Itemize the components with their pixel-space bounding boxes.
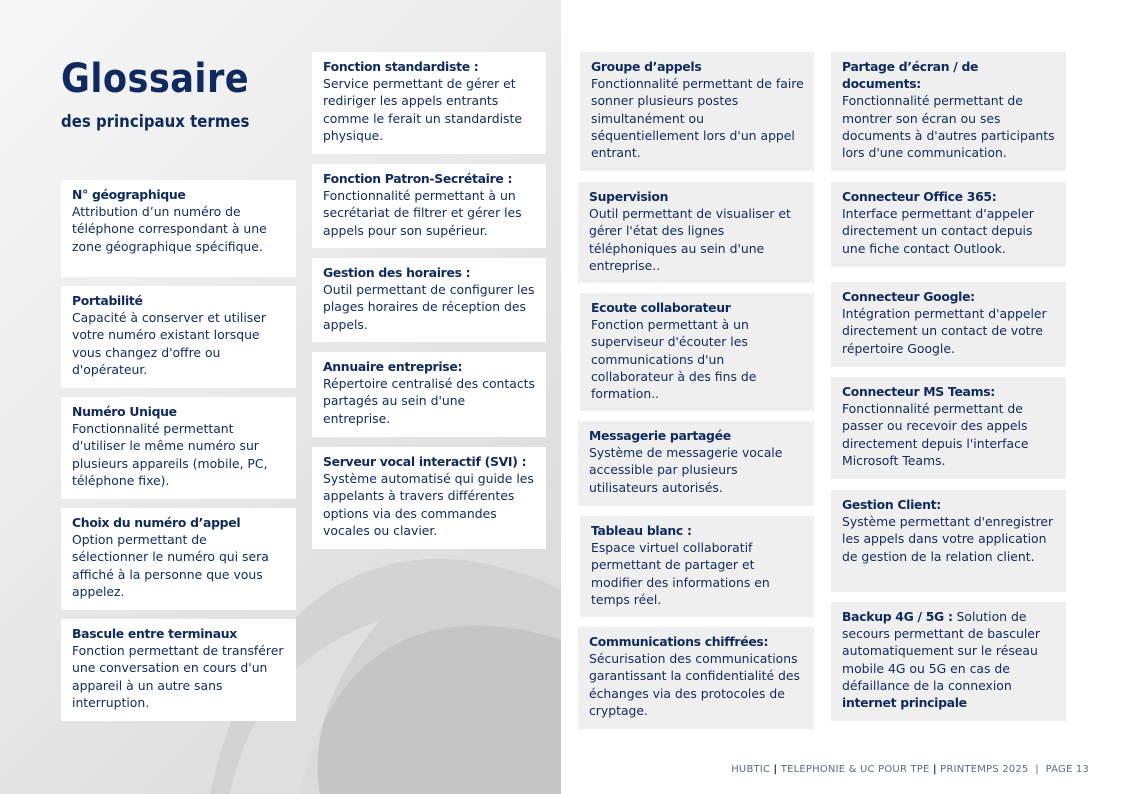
glossary-definition: Option permettant de sélectionner le numéro qui sera affiché à la personne que vous appelez.: [72, 532, 269, 599]
glossary-definition-emphasis: internet principale: [842, 695, 967, 711]
glossary-card: [831, 602, 1066, 721]
glossary-definition: Fonctionnalité permettant de passer ou recevoir des appels directement depuis l'interface Microsoft Teams.: [842, 401, 1029, 468]
glossary-term: Annuaire entreprise:: [323, 359, 463, 374]
glossary-term: Gestion des horaires :: [323, 265, 471, 280]
glossary-term: Connecteur Office 365:: [842, 189, 997, 204]
glossary-definition: Fonctionnalité permettant de faire sonner plusieurs postes simultanément ou séquentiellement lors d'un appel entrant.: [591, 76, 804, 161]
glossary-definition: Système automatisé qui guide les appelants à travers différentes options via des commandes vocales ou clavier.: [323, 471, 534, 538]
glossary-term: Choix du numéro d’appel: [72, 515, 241, 530]
glossary-definition: Système de messagerie vocale accessible par plusieurs utilisateurs autorisés.: [589, 445, 783, 495]
page-number: PAGE 13: [1045, 764, 1089, 775]
glossary-card: [831, 490, 1066, 592]
glossary-card: [831, 182, 1066, 267]
page-footer: [731, 764, 1089, 775]
glossary-card: [580, 293, 814, 411]
footer-brand: HUBTIC: [731, 764, 771, 775]
glossary-term: Messagerie partagée: [589, 428, 731, 443]
glossary-card: [580, 52, 814, 171]
glossary-card: [831, 377, 1066, 479]
glossary-term: Communications chiffrées:: [589, 634, 769, 649]
glossary-definition: Intégration permettant d'appeler directement un contact de votre répertoire Google.: [842, 306, 1047, 356]
glossary-definition: Service permettant de gérer et rediriger les appels entrants comme le ferait un standardiste physique.: [323, 76, 522, 143]
glossary-card: [61, 397, 296, 499]
glossary-definition: Sécurisation des communications garantissant la confidentialité des échanges via des protocoles de cryptage.: [589, 651, 800, 718]
page-title: Glossaire: [61, 56, 250, 102]
glossary-definition: Capacité à conserver et utiliser votre numéro existant lorsque vous changez d'offre ou d'opérateur.: [72, 310, 266, 377]
glossary-term: Partage d’écran / de documents:: [842, 59, 979, 92]
glossary-term: Tableau blanc :: [591, 523, 692, 538]
glossary-definition: Fonctionnalité permettant à un secrétariat de filtrer et gérer les appels pour son supérieur.: [323, 188, 522, 238]
glossary-card: [61, 286, 296, 388]
glossary-term: Supervision: [589, 189, 669, 204]
footer-separator: |: [773, 764, 778, 775]
glossary-card: [312, 164, 546, 248]
glossary-card: [580, 516, 814, 617]
glossary-card: [578, 182, 814, 283]
glossary-term: Portabilité: [72, 293, 143, 308]
glossary-term: Gestion Client:: [842, 497, 941, 512]
glossary-term: Connecteur MS Teams:: [842, 384, 995, 399]
glossary-definition: Système permettant d'enregistrer les appels dans votre application de gestion de la relation client.: [842, 514, 1054, 564]
glossary-definition: Espace virtuel collaboratif permettant de partager et modifier des informations en temps réel.: [591, 540, 770, 607]
glossary-card: [312, 258, 546, 342]
glossary-card: [312, 447, 546, 549]
glossary-term: N° géographique: [72, 187, 186, 202]
glossary-term: Fonction Patron-Secrétaire :: [323, 171, 513, 186]
glossary-definition: Outil permettant de visualiser et gérer l'état des lignes téléphoniques au sein d'une entreprise..: [589, 206, 791, 273]
glossary-card: [831, 282, 1066, 367]
glossary-definition: Répertoire centralisé des contacts partagés au sein d'une entreprise.: [323, 376, 535, 426]
footer-document: TELEPHONIE & UC POUR TPE: [780, 764, 930, 775]
glossary-definition: Fonction permettant de transférer une conversation en cours d'un appareil à un autre sans interruption.: [72, 643, 284, 710]
glossary-definition: Fonctionnalité permettant d'utiliser le même numéro sur plusieurs appareils (mobile, PC, téléphone fixe).: [72, 421, 268, 488]
footer-separator: |: [932, 764, 937, 775]
page-subtitle: des principaux termes: [61, 112, 250, 132]
glossary-card: [578, 627, 814, 729]
glossary-definition: Attribution d’un numéro de téléphone correspondant à une zone géographique spécifique.: [72, 204, 267, 254]
glossary-definition: Solution de secours permettant de basculer automatiquement sur le réseau mobile 4G ou 5G en cas de défaillance de la connexion: [842, 609, 1040, 693]
glossary-card: [61, 508, 296, 610]
glossary-term: Fonction standardiste :: [323, 59, 479, 74]
glossary-term: Backup 4G / 5G :: [842, 609, 953, 624]
glossary-card: [578, 421, 814, 506]
glossary-definition: Interface permettant d'appeler directement un contact depuis une fiche contact Outlook.: [842, 206, 1034, 256]
glossary-card: [61, 619, 296, 721]
glossary-card: [831, 52, 1066, 171]
glossary-term: Groupe d’appels: [591, 59, 702, 74]
glossary-card: [312, 352, 546, 437]
glossary-definition: Fonction permettant à un superviseur d'écouter les communications d'un collaborateur à des fins de formation..: [591, 317, 757, 402]
glossary-term: Serveur vocal interactif (SVI) :: [323, 454, 527, 469]
glossary-card: [312, 52, 546, 154]
footer-season: PRINTEMPS 2025: [940, 764, 1029, 775]
glossary-term: Connecteur Google:: [842, 289, 975, 304]
glossary-term: Bascule entre terminaux: [72, 626, 237, 641]
glossary-term: Ecoute collaborateur: [591, 300, 731, 315]
glossary-definition: Outil permettant de configurer les plages horaires de réception des appels.: [323, 282, 535, 332]
glossary-term: Numéro Unique: [72, 404, 177, 419]
footer-separator-thin: |: [1035, 764, 1039, 775]
glossary-card: [61, 180, 296, 277]
glossary-definition: Fonctionnalité permettant de montrer son écran ou ses documents à d'autres participants lors d'une communication.: [842, 93, 1055, 161]
